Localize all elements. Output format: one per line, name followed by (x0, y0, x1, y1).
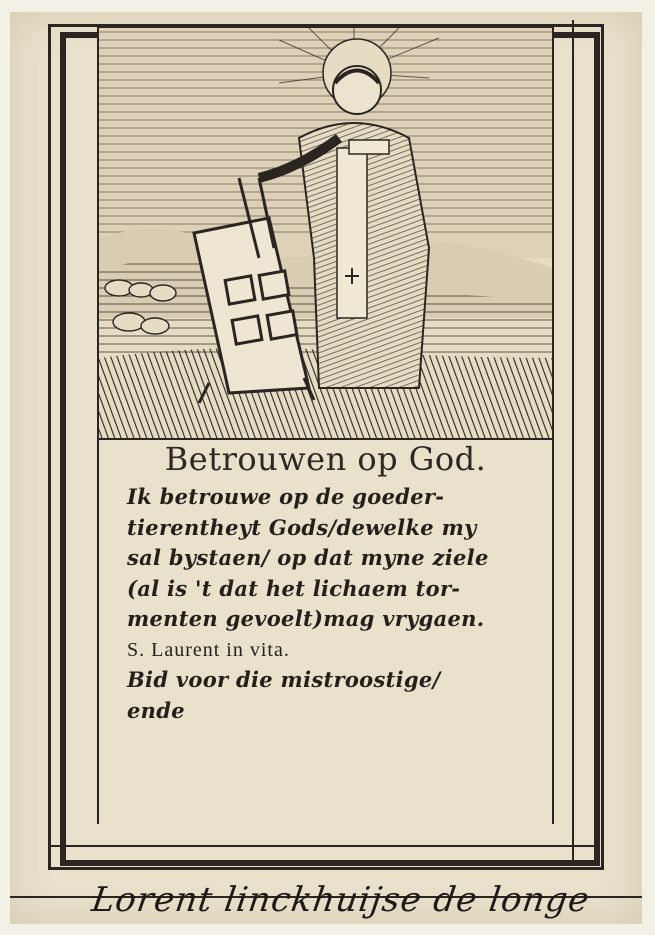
handwritten-inscription: Lorent linckhuijse de longe (89, 880, 593, 920)
border-rule-bottom (50, 845, 595, 847)
devotional-text (127, 482, 547, 726)
text-line: (al is 't dat het lichaem tor- (127, 575, 461, 601)
text-line: tierentheyt Gods/dewelke my (127, 514, 477, 540)
text-line: menten gevoelt)mag vrygaen. (127, 606, 485, 631)
print-title: Betrouwen op God. (164, 440, 487, 478)
prayer-line: ende (127, 697, 185, 723)
border-rule-right (572, 20, 574, 860)
source-reference: S. Laurent in vita. (127, 638, 290, 661)
woodcut-saint-lawrence-image (97, 26, 554, 440)
show-through-text (120, 698, 540, 818)
prayer-line: Bid voor die mistroostige/ (127, 667, 441, 692)
text-line: Ik betrouwe op de goeder- (127, 484, 445, 509)
woodcut-illustration (99, 28, 552, 438)
text-line: sal bystaen/ op dat myne ziele (127, 545, 489, 570)
